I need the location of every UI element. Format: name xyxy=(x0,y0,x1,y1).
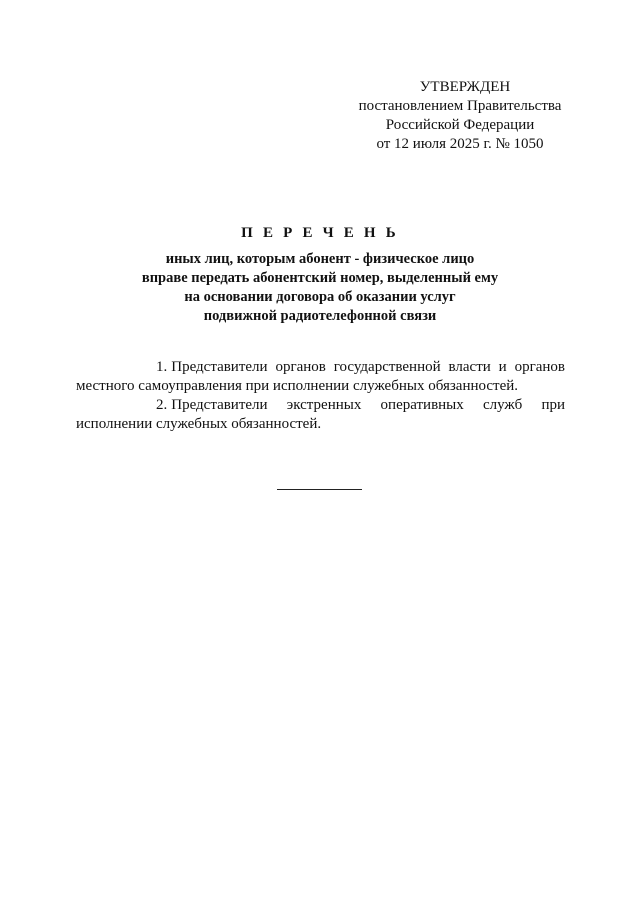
approval-line-federation: Российской Федерации xyxy=(385,117,535,133)
approval-line-decree: постановлением Правительства xyxy=(358,98,562,114)
list-items xyxy=(76,358,565,434)
list-item-text: Представители органов государственной власти и органов местного самоуправления при исполнении служебных обязанностей. xyxy=(76,359,565,394)
list-item-number: 2. xyxy=(156,397,168,413)
approval-stamp xyxy=(330,78,590,154)
subtitle-line-3: на основании договора об оказании услуг xyxy=(184,289,456,305)
list-item-text: Представители экстренных оперативных служб при исполнении служебных обязанностей. xyxy=(76,397,565,432)
subtitle-line-1: иных лиц, которым абонент - физическое лицо xyxy=(165,251,475,267)
list-item xyxy=(76,358,565,396)
subtitle-line-2: вправе передать абонентский номер, выделенный ему xyxy=(141,270,499,286)
list-item xyxy=(76,396,565,434)
end-divider-line xyxy=(277,489,362,490)
approval-line-date-number: от 12 июля 2025 г. № 1050 xyxy=(376,136,544,152)
subtitle-line-4: подвижной радиотелефонной связи xyxy=(203,308,437,324)
approved-word: УТВЕРЖДЕН xyxy=(419,79,511,95)
list-item-number: 1. xyxy=(156,359,168,375)
document-title: П Е Р Е Ч Е Н Ь xyxy=(241,225,399,241)
document-subtitle xyxy=(75,250,565,326)
